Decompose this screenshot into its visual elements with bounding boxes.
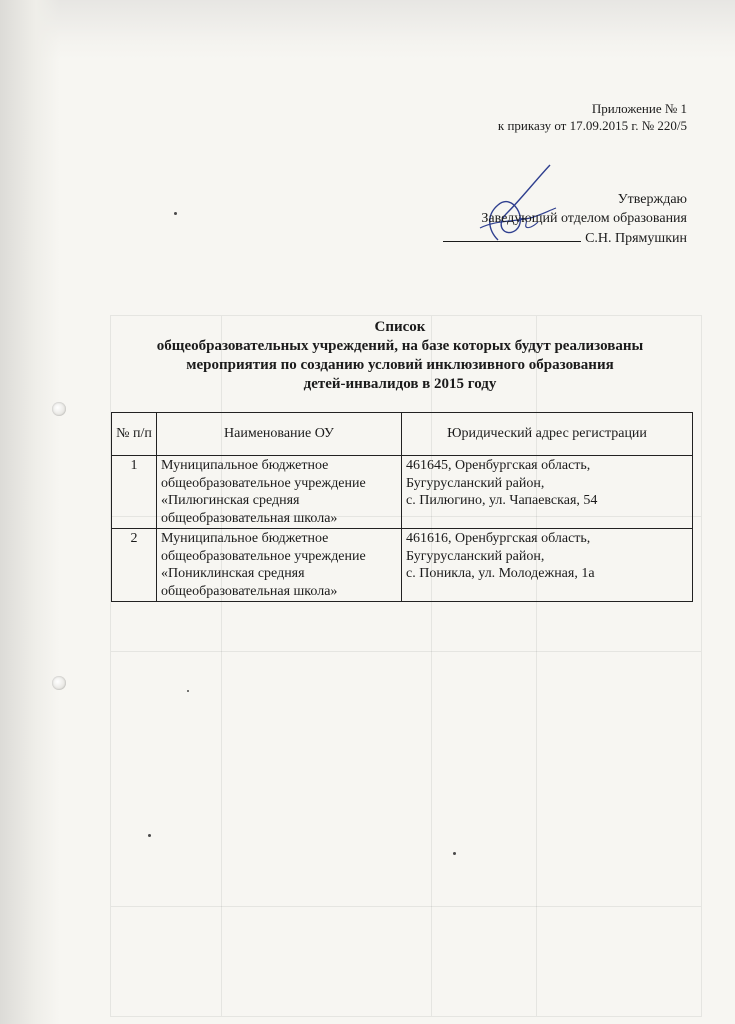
header-num: № п/п [112,413,157,456]
address-line: с. Пилюгино, ул. Чапаевская, 54 [406,493,598,508]
school-address [402,529,693,602]
school-name: Муниципальное бюджетное общеобразовательное учреждение «Пониклинская средняя общеобразовательная школа» [157,529,402,602]
header-name: Наименование ОУ [157,413,402,456]
row-number: 1 [112,456,157,529]
document-title [100,318,700,394]
scan-speck [174,212,177,215]
signature-underline [443,228,581,242]
title-line-2: общеобразовательных учреждений, на базе которых будут реализованы [156,338,644,354]
order-reference: к приказу от 17.09.2015 г. № 220/5 [497,118,687,133]
signature-line [443,228,687,248]
table-row [112,456,693,529]
punch-hole-top [52,402,66,416]
table-header-row [112,413,693,456]
scan-speck [148,834,151,837]
appendix-number: Приложение № 1 [591,101,687,116]
title-line-4: детей-инвалидов в 2015 году [303,376,497,392]
address-line: 461616, Оренбургская область, [406,531,591,546]
address-line: 461645, Оренбургская область, [406,458,591,473]
approve-word: Утверждаю [617,192,687,207]
header-address: Юридический адрес регистрации [402,413,693,456]
appendix-reference [498,100,687,134]
address-line: Бугурусланский район, [406,475,545,491]
title-line-1: Список [374,319,426,335]
school-address [402,456,693,529]
title-line-3: мероприятия по созданию условий инклюзивного образования [186,357,614,373]
scan-shadow-top [0,0,735,60]
approval-block [443,190,687,248]
punch-hole-bottom [52,676,66,690]
approver-name: С.Н. Прямушкин [585,231,687,246]
address-line: Бугурусланский район, [406,548,545,564]
approver-position: Заведующий отделом образования [481,211,687,226]
table-row [112,529,693,602]
scan-speck [453,852,456,855]
address-line: с. Поникла, ул. Молодежная, 1а [406,566,595,581]
school-name: Муниципальное бюджетное общеобразовательное учреждение «Пилюгинская средняя общеобразовательная школа» [157,456,402,529]
row-number: 2 [112,529,157,602]
schools-table [111,412,693,602]
scan-shadow-left [0,0,60,1024]
scan-speck [187,690,189,692]
